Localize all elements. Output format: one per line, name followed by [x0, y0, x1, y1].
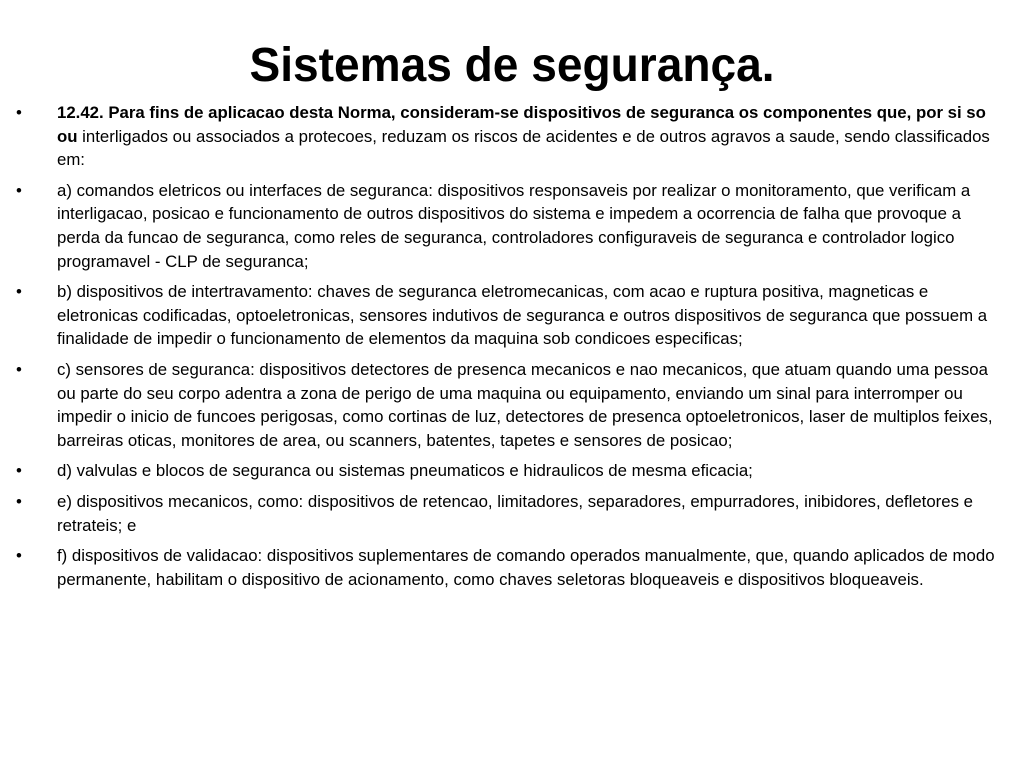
bullet-list	[14, 101, 1004, 598]
bullet-text: f) dispositivos de validacao: dispositivos suplementares de comando operados manualmente, que, quando aplicados de modo permanente, habilitam o dispositivo de acionamento, como chaves seletoras bloqueaveis e dispositivos bloqueaveis.	[57, 546, 995, 589]
bullet-icon: •	[16, 546, 22, 566]
slide-title: Sistemas de segurança.	[249, 39, 775, 92]
bullet-text: e) dispositivos mecanicos, como: dispositivos de retencao, limitadores, separadores, empurradores, inibidores, defletores e retrateis; e	[57, 491, 973, 535]
bullet-text: a) comandos eletricos ou interfaces de seguranca: dispositivos responsaveis por realizar o monitoramento, que verificam a interligacao, posicao e funcionamento de outros dispositivos do sistema e impedem a ocorrencia de falha que provoque a perda da funcao de seguranca, como reles de seguranca, controladores configuraveis de seguranca e controlador logico programavel - CLP de seguranca;	[57, 180, 971, 271]
bullet-icon: •	[16, 103, 22, 122]
bullet-item-f	[14, 544, 1004, 591]
bullet-icon: •	[16, 491, 22, 511]
bullet-icon: •	[16, 359, 22, 379]
bullet-item-b	[14, 280, 1004, 351]
bullet-bold-text: 12.42. Para fins de aplicacao desta Norma, consideram-se dispositivos de seguranca os componentes que, por si so ou	[57, 103, 986, 146]
bullet-item-e	[14, 490, 1004, 537]
bullet-item-12-42	[14, 101, 1004, 172]
bullet-item-c	[14, 358, 1004, 452]
bullet-item-a	[14, 179, 1004, 273]
bullet-text: interligados ou associados a protecoes, reduzam os riscos de acidentes e de outros agravos a saude, sendo classificados em:	[57, 126, 990, 170]
bullet-icon: •	[16, 461, 22, 481]
bullet-item-d	[14, 459, 1004, 483]
bullet-text: b) dispositivos de intertravamento: chaves de seguranca eletromecanicas, com acao e ruptura positiva, magneticas e eletronicas codificadas, optoeletronicas, sensores indutivos de seguranca e outros dispositivos de seguranca que possuem a finalidade de impedir o funcionamento de elementos da maquina sob condicoes especificas;	[57, 282, 988, 349]
bullet-text: d) valvulas e blocos de seguranca ou sistemas pneumaticos e hidraulicos de mesma eficacia;	[57, 461, 753, 481]
bullet-text: c) sensores de seguranca: dispositivos detectores de presenca mecanicos e nao mecanicos, que atuam quando uma pessoa ou parte do seu corpo adentra a zona de perigo de uma maquina ou equipamento, enviando um sinal para interromper ou impedir o inicio de funcoes perigosas, como cortinas de luz, detectores de presenca optoeletronicos, laser de multiplos feixes, barreiras oticas, monitores de area, ou scanners, batentes, tapetes e sensores de posicao;	[57, 359, 993, 450]
bullet-icon: •	[16, 282, 22, 302]
bullet-icon: •	[16, 180, 22, 200]
